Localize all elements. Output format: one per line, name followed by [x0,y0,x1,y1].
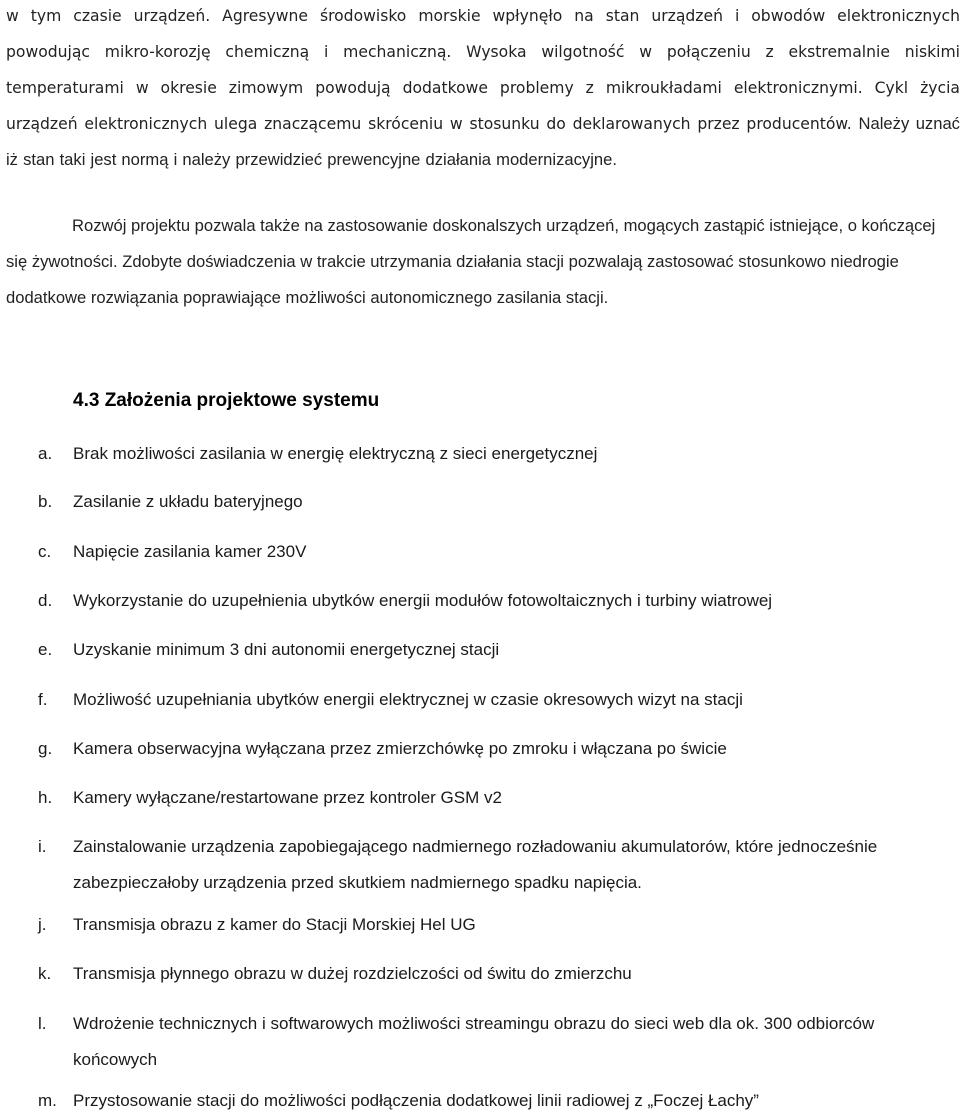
list-item-text: Przystosowanie stacji do możliwości podłączenia dodatkowej linii radiowej z „Foczej Łachy” [73,1091,759,1110]
list-item-text: Uzyskanie minimum 3 dni autonomii energetycznej stacji [73,640,500,659]
list-item-marker: k. [38,964,52,983]
section-heading: 4.3 Założenia projektowe systemu [73,390,380,411]
list-item-text: Możliwość uzupełniania ubytków energii elektrycznej w czasie okresowych wizyt na stacji [73,690,743,709]
list-item-text: Zasilanie z układu bateryjnego [73,492,303,511]
list-item-marker: l. [38,1014,47,1033]
list-item-marker: f. [38,690,48,709]
list-item-marker: c. [38,542,52,561]
list-item-marker: e. [38,640,53,659]
list-item-marker: d. [38,591,53,610]
list-item-marker: m. [38,1091,57,1110]
list-item-marker: i. [38,837,47,856]
list-item-text: Transmisja płynnego obrazu w dużej rozdzielczości od świtu do zmierzchu [73,964,632,983]
list-item-marker: g. [38,739,53,758]
list-item-marker: j. [38,915,47,934]
list-item-text: Kamery wyłączane/restartowane przez kontroler GSM v2 [73,788,502,807]
list-item-text: Wdrożenie technicznych i softwarowych możliwości streamingu obrazu do sieci web dla ok. 300 odbiorców końcowych [73,1014,875,1069]
list-item-marker: a. [38,444,53,463]
list-item-text: Napięcie zasilania kamer 230V [73,542,307,561]
list-item-marker: h. [38,788,53,807]
list-item-text: Zainstalowanie urządzenia zapobiegającego nadmiernego rozładowaniu akumulatorów, które jednocześnie zabezpieczałoby urządzenia przed skutkiem nadmiernego spadku napięcia. [73,837,878,892]
list-item-text: Brak możliwości zasilania w energię elektryczną z sieci energetycznej [73,444,598,463]
intro-paragraph-text: w tym czasie urządzeń. Agresywne środowisko morskie wpłynęło na stan urządzeń i obwodów elektronicznych powodując mikro-korozję chemiczną i mechaniczną. Wysoka wilgotność w połączeniu z ekstremalnie niskimi temperaturami w okresie zimowym powodują dodatkowe problemy z mikroukładami elektronicznymi. Cykl życia urządzeń elektronicznych ulega znaczącemu skróceniu w stosunku do deklarowanych przez producentów. [6,7,960,133]
list-item-text: Wykorzystanie do uzupełnienia ubytków energii modułów fotowoltaicznych i turbiny wiatrowej [73,591,773,610]
list-item-text: Kamera obserwacyjna wyłączana przez zmierzchówkę po zmroku i włączana po świcie [73,739,727,758]
intro-paragraph-tail: Należy uznać iż stan taki jest normą i należy przewidzieć prewencyjne działania modernizacyjne. [6,114,960,169]
list-item-text: Transmisja obrazu z kamer do Stacji Morskiej Hel UG [73,915,476,934]
list-item-marker: b. [38,492,53,511]
development-paragraph-text: Rozwój projektu pozwala także na zastosowanie doskonalszych urządzeń, mogących zastąpić istniejące, o kończącej się żywotności. Zdobyte doświadczenia w trakcie utrzymania działania stacji pozwalają zastosować stosunkowo niedrogie dodatkowe rozwiązania poprawiające możliwości autonomicznego zasilania stacji. [6,216,936,307]
